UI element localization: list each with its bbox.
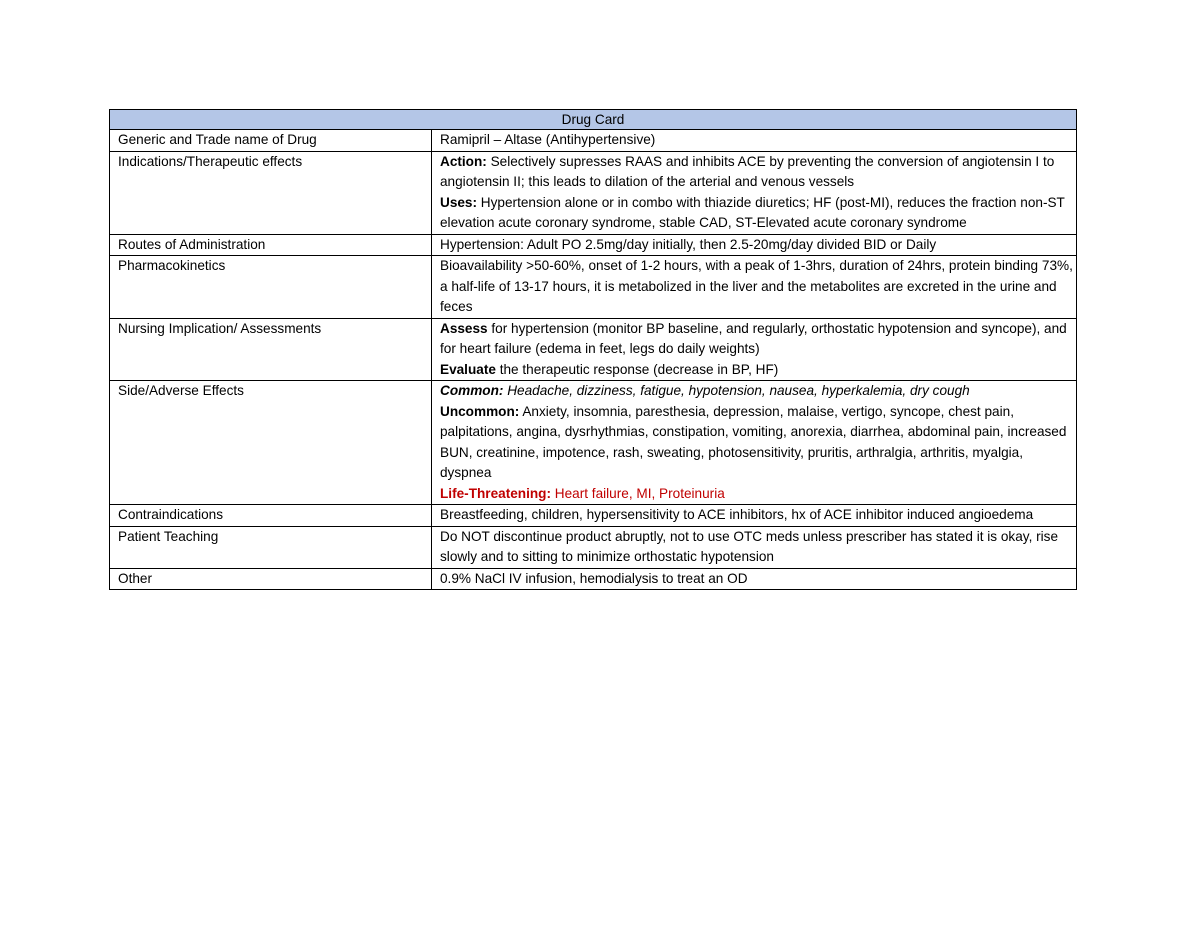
action-paragraph [440, 152, 1076, 193]
uncommon-text: Anxiety, insomnia, paresthesia, depression, malaise, vertigo, syncope, chest pain, palpitations, angina, dysrhythmias, constipation, vomiting, anorexia, diarrhea, abdominal pain, increased BUN, creatinine, impotence, rash, sweating, photosensitivity, pruritis, arthralgia, arthritis, myalgia, dyspnea [440, 403, 1067, 480]
table-row [110, 381, 1077, 505]
assess-label: Assess [440, 320, 488, 336]
row-label: Other [110, 568, 432, 590]
assess-paragraph [440, 319, 1076, 360]
table-row [110, 234, 1077, 256]
table-row [110, 318, 1077, 381]
uses-text: Hypertension alone or in combo with thiazide diuretics; HF (post-MI), reduces the fraction non-ST elevation acute coronary syndrome, stable CAD, ST-Elevated acute coronary syndrome [440, 194, 1065, 230]
side-effects-cell [432, 381, 1077, 505]
other-value: 0.9% NaCl IV infusion, hemodialysis to treat an OD [432, 568, 1077, 590]
life-threatening-text: Heart failure, MI, Proteinuria [551, 485, 725, 501]
drug-name: Ramipril – Altase (Antihypertensive) [432, 130, 1077, 152]
row-label: Pharmacokinetics [110, 256, 432, 319]
table-row [110, 526, 1077, 568]
row-label: Contraindications [110, 505, 432, 527]
title-row [110, 110, 1077, 130]
row-label: Generic and Trade name of Drug [110, 130, 432, 152]
indications-cell [432, 151, 1077, 234]
evaluate-paragraph [440, 360, 1076, 381]
table-title: Drug Card [110, 110, 1077, 130]
table-row [110, 256, 1077, 319]
row-label: Indications/Therapeutic effects [110, 151, 432, 234]
life-threatening-label: Life-Threatening: [440, 485, 552, 501]
uses-label: Uses: [440, 194, 478, 210]
common-text: Headache, dizziness, fatigue, hypotension, nausea, hyperkalemia, dry cough [503, 383, 970, 398]
table-row [110, 505, 1077, 527]
evaluate-text: the therapeutic response (decrease in BP, HF) [495, 361, 779, 377]
uses-paragraph [440, 193, 1076, 234]
uncommon-paragraph [440, 402, 1076, 484]
table-row [110, 151, 1077, 234]
row-label: Side/Adverse Effects [110, 381, 432, 505]
row-label: Nursing Implication/ Assessments [110, 318, 432, 381]
assess-text: for hypertension (monitor BP baseline, and regularly, orthostatic hypotension and syncope), and for heart failure (edema in feet, legs do daily weights) [440, 320, 1067, 356]
table-row [110, 568, 1077, 590]
common-paragraph [440, 381, 1076, 402]
table-row [110, 130, 1077, 152]
uncommon-label: Uncommon: [440, 403, 520, 419]
pharmacokinetics-value: Bioavailability >50-60%, onset of 1-2 hours, with a peak of 1-3hrs, duration of 24hrs, protein binding 73%, a half-life of 13-17 hours, it is metabolized in the liver and the metabolites are excreted in the urine and feces [432, 256, 1077, 319]
common-label: Common: [440, 383, 504, 398]
drug-card-table [109, 109, 1077, 590]
row-label: Routes of Administration [110, 234, 432, 256]
action-label: Action: [440, 153, 487, 169]
contraindications-value: Breastfeeding, children, hypersensitivity to ACE inhibitors, hx of ACE inhibitor induced angioedema [432, 505, 1077, 527]
action-text: Selectively supresses RAAS and inhibits ACE by preventing the conversion of angiotensin I to angiotensin II; this leads to dilation of the arterial and venous vessels [440, 153, 1055, 189]
evaluate-label: Evaluate [440, 361, 496, 377]
life-threatening-paragraph [440, 484, 1076, 505]
patient-teaching-value: Do NOT discontinue product abruptly, not to use OTC meds unless prescriber has stated it is okay, rise slowly and to sitting to minimize orthostatic hypotension [432, 526, 1077, 568]
routes-value: Hypertension: Adult PO 2.5mg/day initially, then 2.5-20mg/day divided BID or Daily [432, 234, 1077, 256]
row-label: Patient Teaching [110, 526, 432, 568]
nursing-cell [432, 318, 1077, 381]
